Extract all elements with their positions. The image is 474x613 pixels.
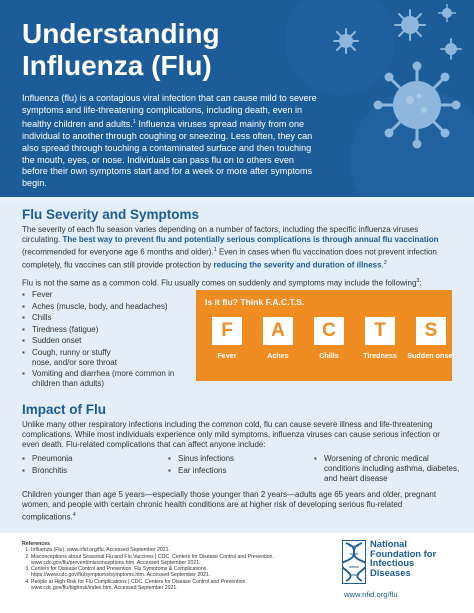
virus-icon-tiny bbox=[438, 4, 456, 22]
severity-text-1: The severity of each flu season varies depending on a number of factors, including the specific influenza viruses circulating. bbox=[22, 225, 419, 245]
symptom-item: ▪ Fever bbox=[22, 290, 190, 300]
severity-highlight-reducing: reducing the severity and duration of illness bbox=[213, 260, 382, 270]
cold-comparison-paragraph bbox=[22, 276, 462, 289]
virus-icon-small-top bbox=[393, 8, 427, 42]
header-banner bbox=[0, 0, 474, 197]
complications-list-col1 bbox=[22, 454, 162, 476]
references-list bbox=[22, 547, 322, 591]
virus-icon-small-left bbox=[333, 28, 359, 54]
complications-list-col2 bbox=[168, 454, 308, 476]
facts-label-fever: Fever bbox=[217, 351, 237, 360]
severity-text-2: (recommended for everyone age 6 months and older). bbox=[22, 248, 214, 258]
impact-paragraph: Unlike many other respiratory infections including the common cold, flu can cause severe illness and life-threatening complications. While most individuals experience only mild symptoms, influenza viruses can cause serious infection or even death. Flu-related complications that can affect anyone include: bbox=[22, 420, 440, 450]
facts-box bbox=[196, 290, 455, 381]
facts-label-aches: Aches bbox=[267, 351, 289, 360]
intro-text-1: Influenza (flu) is a contagious viral infection that can cause mild to severe symptoms and life-threatening complications, including death, even in healthy children and adults. bbox=[22, 93, 317, 129]
complication-item: ▪ Sinus infections bbox=[168, 454, 308, 464]
logo-line-3: Infectious bbox=[370, 557, 415, 569]
impact-heading: Impact of Flu bbox=[22, 402, 106, 417]
severity-heading: Flu Severity and Symptoms bbox=[22, 207, 200, 222]
facts-tile-s: S bbox=[416, 317, 446, 345]
logo-url[interactable]: www.nfid.org/flu bbox=[344, 590, 398, 599]
symptom-item: ▪ Aches (muscle, body, and headaches) bbox=[22, 302, 190, 312]
intro-paragraph bbox=[22, 93, 322, 190]
intro-text-2: Influenza viruses spread mainly from one individual to another through coughing or sneezing. Less often, they can also spread through touching a contaminated surface and then touching the mouth, eyes, or nose. Individuals can pass flu on to others even before their own symptoms start and for a week or more after symptoms begin. bbox=[22, 118, 313, 189]
symptom-item: ▪ Sudden onset bbox=[22, 336, 190, 346]
facts-title: Is it flu? Think F.A.C.T.S. bbox=[205, 297, 305, 307]
logo-line-4: Diseases bbox=[370, 566, 411, 578]
reference-item: 3. Centers for Disease Control and Prevention. Flu Symptoms & Complications. https://www.cdc.gov/flu/symptoms/symptoms.htm. Accessed September 2021. bbox=[31, 566, 322, 579]
facts-label-sudden-onset: Sudden onset bbox=[407, 351, 455, 360]
severity-highlight-vaccination: The best way to prevent flu and potentially serious complications is through annual flu vaccination bbox=[62, 235, 439, 245]
virus-icon-small-right bbox=[440, 38, 462, 60]
intro-ref-1: 1 bbox=[132, 118, 136, 125]
facts-tile-f: F bbox=[212, 317, 242, 345]
symptom-item: ▪ Vomiting and diarrhea (more common in children than adults) bbox=[22, 369, 182, 389]
cold-comparison-ref: 3 bbox=[416, 278, 420, 284]
nfid-logo bbox=[340, 539, 464, 603]
risk-ref: 4 bbox=[72, 512, 76, 519]
facts-tile-t: T bbox=[365, 317, 395, 345]
cold-comparison-text: Flu is not the same as a common cold. Flu usually comes on suddenly and symptoms may include the following bbox=[22, 278, 417, 288]
logo-text bbox=[370, 539, 436, 577]
severity-ref-2: 2 bbox=[383, 260, 387, 267]
risk-text: Children younger than age 5 years—especially those younger than 2 years—adults age 65 years and older, pregnant women, and people with certain chronic health conditions are at higher risk of developing serious flu-related complications. bbox=[22, 490, 437, 523]
complication-item: ▪ Worsening of chronic medical conditions including asthma, diabetes, and heart disease bbox=[314, 454, 460, 485]
reference-item: 1. Influenza (Flu). www.nfid.org/flu. Accessed September 2021. bbox=[31, 547, 322, 553]
references-title: References bbox=[22, 541, 50, 547]
complications-list-col3 bbox=[314, 454, 460, 485]
dna-helix-icon bbox=[342, 540, 366, 584]
severity-ref-1: 1 bbox=[213, 247, 217, 254]
complication-item: ▪ Ear infections bbox=[168, 466, 308, 476]
title-line-2: Influenza (Flu) bbox=[22, 50, 212, 81]
symptoms-list bbox=[22, 290, 190, 390]
title-line-1: Understanding bbox=[22, 18, 220, 49]
facts-label-chills: Chills bbox=[319, 351, 339, 360]
logo-line-1: National bbox=[370, 538, 407, 549]
symptom-item: ▪ Tiredness (fatigue) bbox=[22, 325, 190, 335]
cold-comparison-end: : bbox=[419, 278, 422, 288]
complication-item: ▪ Bronchitis bbox=[22, 466, 162, 476]
facts-tile-a: A bbox=[263, 317, 293, 345]
logo-line-2: Foundation for bbox=[370, 547, 437, 559]
reference-item: 4. People at High Risk for Flu Complications | CDC. Centers for Disease Control and Prevention. www.cdc.gov/flu/highrisk/index.htm. Accessed September 2021. bbox=[31, 579, 322, 592]
reference-item: 2. Misconceptions about Seasonal Flu and Flu Vaccines | CDC. Centers for Disease Control and Prevention. www.cdc.gov/flu/prevent/misconceptions.htm. Accessed September 2021. bbox=[31, 554, 322, 567]
facts-tile-c: C bbox=[314, 317, 344, 345]
references-section bbox=[22, 541, 322, 591]
severity-text-3: Even in cases when flu vaccination does not prevent infection completely, flu vaccines can still provide protection by bbox=[22, 248, 437, 270]
severity-text-4: . bbox=[381, 260, 384, 270]
virus-icon-large bbox=[372, 60, 462, 150]
symptom-item: ▪ Cough, runny or stuffy nose, and/or sore throat bbox=[22, 348, 132, 368]
page-title bbox=[22, 18, 352, 82]
risk-paragraph bbox=[22, 490, 454, 523]
complication-item: ▪ Pneumonia bbox=[22, 454, 162, 464]
symptom-item: ▪ Chills bbox=[22, 313, 190, 323]
severity-paragraph bbox=[22, 225, 452, 271]
facts-label-tiredness: Tiredness bbox=[363, 351, 397, 360]
